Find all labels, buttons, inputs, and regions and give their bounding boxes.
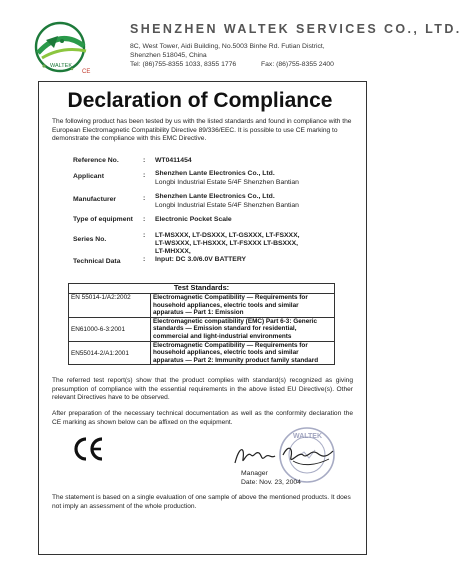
- technical-label: Technical Data: [73, 258, 121, 265]
- series-line-1: LT-MSXXX, LT-DSXXX, LT-GSXXX, LT-FSXXX,: [155, 232, 300, 239]
- applicant-colon: :: [143, 172, 146, 179]
- standard-description: [151, 317, 335, 341]
- series-line-2: LT-WSXXX, LT-HSXXX, LT-FSXXX LT-BSXXX,: [155, 240, 298, 247]
- description-line: household appliances, electric tools and similar: [153, 349, 299, 357]
- standard-code: EN 55014-1/A2:2002: [69, 294, 151, 318]
- standard-description: [151, 341, 335, 365]
- address-line-2: Shenzhen 518045, China: [130, 52, 207, 59]
- svg-text:WALTEK: WALTEK: [50, 63, 73, 69]
- reference-colon: :: [143, 157, 146, 164]
- equipment-value: Electronic Pocket Scale: [155, 216, 232, 223]
- series-colon: :: [143, 232, 146, 239]
- description-line: Electromagnetic Compatibility — Requirements for: [153, 341, 308, 349]
- applicant-address: Longbi Industrial Estate 5/4F Shenzhen Bantian: [155, 179, 299, 186]
- standard-code: EN61000-6-3:2001: [69, 317, 151, 341]
- series-label: Series No.: [73, 236, 107, 243]
- manufacturer-colon: :: [143, 195, 146, 202]
- manufacturer-label: Manufacturer: [73, 196, 117, 203]
- ce-marking-paragraph: After preparation of the necessary technical documentation as well as the conformity declaration the CE marking as shown below can be affixed on the equipment.: [52, 410, 353, 426]
- waltek-logo: [32, 20, 108, 78]
- description-line: apparatus — Part 2: Immunity product family standard: [153, 356, 319, 364]
- manager-label: Manager: [241, 470, 268, 477]
- fax: Fax: (86)755-8355 2400: [261, 61, 334, 68]
- manufacturer-name: Shenzhen Lante Electronics Co., Ltd.: [155, 193, 275, 200]
- reference-value: WT0411454: [155, 157, 192, 164]
- table-row: [69, 317, 335, 341]
- svg-text:CE: CE: [82, 69, 91, 75]
- footer-statement: The statement is based on a single evaluation of one sample of above the mentioned products. It does not imply an assessment of the whole production.: [52, 494, 351, 510]
- manufacturer-address: Longbi Industrial Estate 5/4F Shenzhen Bantian: [155, 202, 299, 209]
- svg-text:WALTEK: WALTEK: [293, 433, 323, 440]
- compliance-paragraph: The referred test report(s) show that the product complies with standard(s) recognized as giving presumption of compliance with the essential requirements in the above listed EU Directive(s). Other relevant Directives have to be observed.: [52, 377, 353, 402]
- table-row: [69, 294, 335, 318]
- description-line: apparatus — Part 1: Emission: [153, 309, 244, 317]
- company-name: SHENZHEN WALTEK SERVICES CO., LTD.: [130, 22, 462, 36]
- applicant-name: Shenzhen Lante Electronics Co., Ltd.: [155, 170, 275, 177]
- test-standards-heading: Test Standards:: [69, 284, 335, 294]
- signature-date: Date: Nov. 23, 2004: [241, 479, 301, 486]
- description-line: household appliances, electric tools and similar: [153, 301, 299, 309]
- address-line-1: 8C, West Tower, Aidi Building, No.5003 Binhe Rd. Futian District,: [130, 43, 325, 50]
- technical-colon: :: [143, 256, 146, 263]
- ce-mark-icon: [72, 436, 104, 462]
- standard-description: [151, 294, 335, 318]
- equipment-label: Type of equipment: [73, 216, 133, 223]
- technical-value: Input: DC 3.0/6.0V BATTERY: [155, 256, 247, 263]
- test-standards-table: [68, 283, 335, 365]
- telephone: Tel: (86)755-8355 1033, 8355 1776: [130, 61, 237, 68]
- description-line: standards — Emission standard for residential,: [153, 325, 297, 333]
- description-line: Electromagnetic Compatibility — Requirements for: [153, 294, 308, 301]
- document-title: Declaration of Compliance: [67, 89, 333, 112]
- letterhead: [0, 0, 462, 78]
- standard-code: EN55014-2/A1:2001: [69, 341, 151, 365]
- description-line: commercial and light-industrial environments: [153, 332, 292, 340]
- applicant-label: Applicant: [73, 173, 104, 180]
- reference-label: Reference No.: [73, 157, 119, 164]
- series-line-3: LT-MHXXX,: [155, 248, 191, 255]
- table-row: [69, 341, 335, 365]
- manager-signature: [233, 441, 343, 471]
- table-header-row: [69, 284, 335, 294]
- intro-paragraph: The following product has been tested by us with the listed standards and found in compliance with the European Electromagnetic Compatibility Directive 89/336/EEC. It is possible to use CE marking to demonstrate the compliance with this EMC Directive.: [52, 118, 352, 143]
- description-line: Electromagnetic compatibility (EMC) Part 6-3: Generic: [153, 317, 318, 325]
- equipment-colon: :: [143, 216, 146, 223]
